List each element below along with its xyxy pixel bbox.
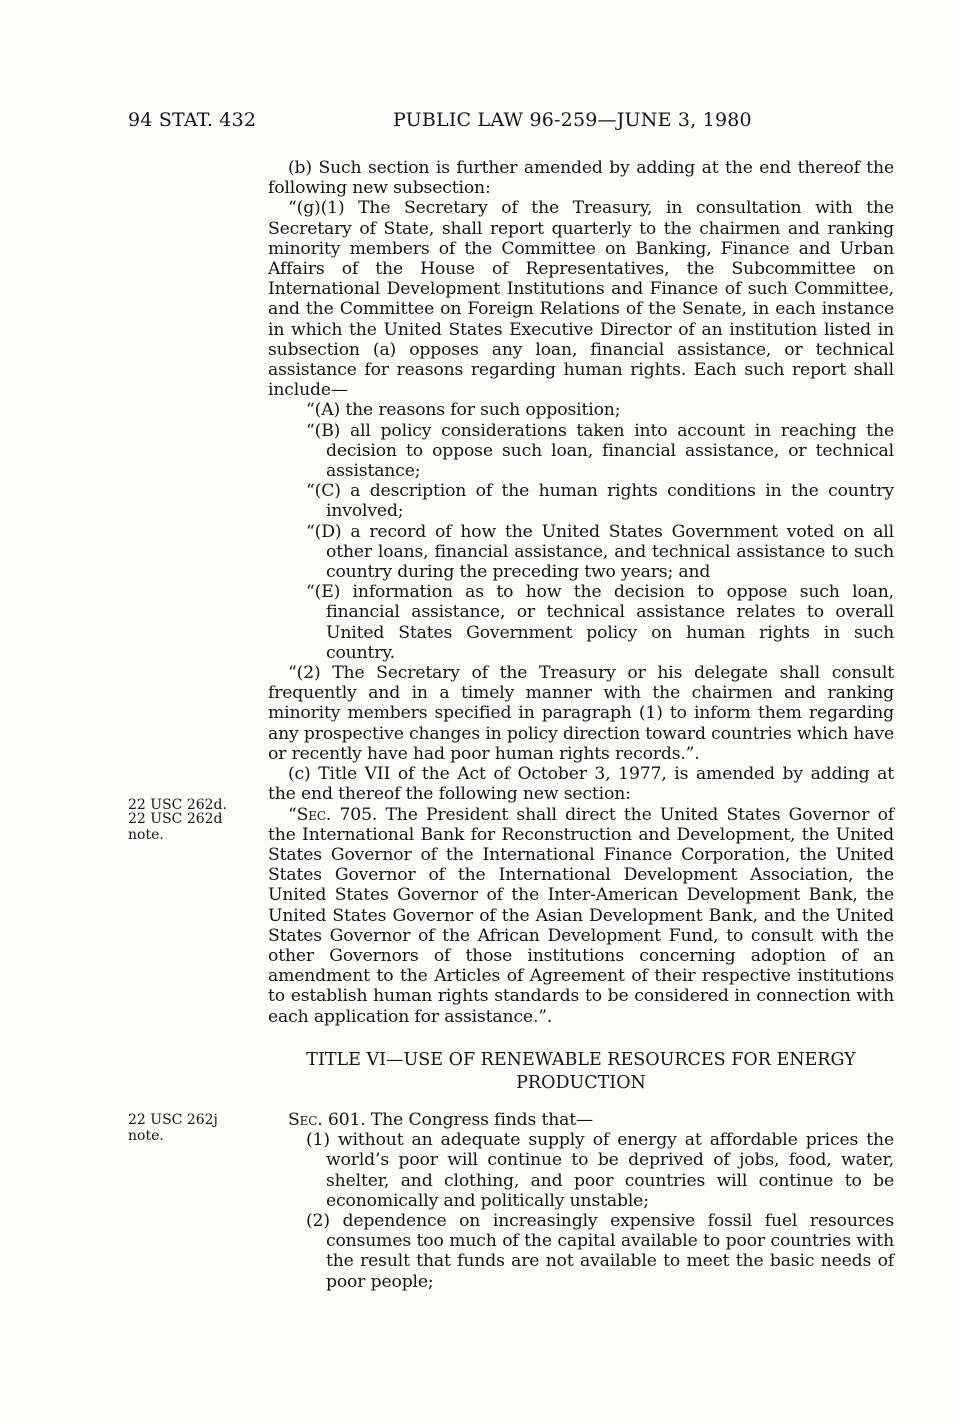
finding-item-1: (1) without an adequate supply of energy at affordable prices the world’s poor will continue to be deprived of jobs, food, water, shelter, and clothing, and poor countries will continue to be economically and politically unstable; <box>306 1130 894 1211</box>
section-705-text: 705. The President shall direct the United States Governor of the International Bank for Reconstruction and Development, the United States Governor of the International Finance Corporation, the United States Governor of the International Development Association, the United States Governor of the Inter-American Development Bank, the United States Governor of the Asian Development Bank, and the United States Governor of the African Development Fund, to consult with the other Governors of those institutions concerning adoption of an amendment to the Articles of Agreement of their respective institutions to establish human rights standards to be considered in connection with each application for assistance.”. <box>268 804 894 1027</box>
list-item-D: “(D) a record of how the United States Government voted on all other loans, financial assistance, and technical assistance to such country during the preceding two years; and <box>306 521 894 583</box>
section-705-lead: “Sec. <box>288 804 332 825</box>
section-705 <box>268 805 894 1027</box>
section-601-intro <box>268 1110 894 1130</box>
law-title-header: PUBLIC LAW 96-259—JUNE 3, 1980 <box>393 109 752 131</box>
list-item-A: “(A) the reasons for such opposition; <box>306 400 621 421</box>
margin-note-22usc262j-note: 22 USC 262j note. <box>128 1112 218 1144</box>
list-item-B: “(B) all policy considerations taken into account in reaching the decision to oppose such loan, financial assistance, or technical assistance; <box>306 420 894 482</box>
paragraph-b: (b) Such section is further amended by adding at the end thereof the following new subsection: <box>268 158 894 199</box>
section-601-lead: Sec. <box>288 1110 323 1130</box>
title-vi-heading: TITLE VI—USE OF RENEWABLE RESOURCES FOR ENERGY PRODUCTION <box>306 1050 856 1093</box>
list-item-E: “(E) information as to how the decision to oppose such loan, financial assistance, or technical assistance relates to overall United States Government policy on human rights in such country. <box>306 582 894 663</box>
statute-page-reference: 94 STAT. 432 <box>128 109 257 131</box>
paragraph-g1: “(g)(1) The Secretary of the Treasury, in consultation with the Secretary of State, shall report quarterly to the chairmen and ranking minority members of the Committee on Banking, Finance and Urban Affairs of the House of Representatives, the Subcommittee on International Development Institutions and Finance of such Committee, and the Committee on Foreign Relations of the Senate, in each instance in which the United States Executive Director of an institution listed in subsection (a) opposes any loan, financial assistance, or technical assistance for reasons regarding human rights. Each such report shall include— <box>268 198 894 401</box>
paragraph-2: “(2) The Secretary of the Treasury or his delegate shall consult frequently and in a timely manner with the chairmen and ranking minority members specified in paragraph (1) to inform them regarding any prospective changes in policy direction toward countries which have or recently have had poor human rights records.”. <box>268 663 894 764</box>
margin-note-22usc262d: 22 USC 262d. <box>128 797 227 813</box>
section-601-block <box>268 1110 894 1292</box>
margin-note-22usc262d-note: 22 USC 262d note. <box>128 811 223 843</box>
finding-item-2: (2) dependence on increasingly expensive fossil fuel resources consumes too much of the capital available to poor countries with the result that funds are not available to meet the basic needs of poor people; <box>306 1211 894 1292</box>
main-body-text <box>268 158 894 1027</box>
paragraph-c: (c) Title VII of the Act of October 3, 1977, is amended by adding at the end thereof the following new section: <box>268 764 894 805</box>
list-item-C: “(C) a description of the human rights conditions in the country involved; <box>306 481 894 522</box>
show-through-text <box>140 200 260 520</box>
section-601-text: 601. The Congress finds that— <box>322 1110 594 1130</box>
